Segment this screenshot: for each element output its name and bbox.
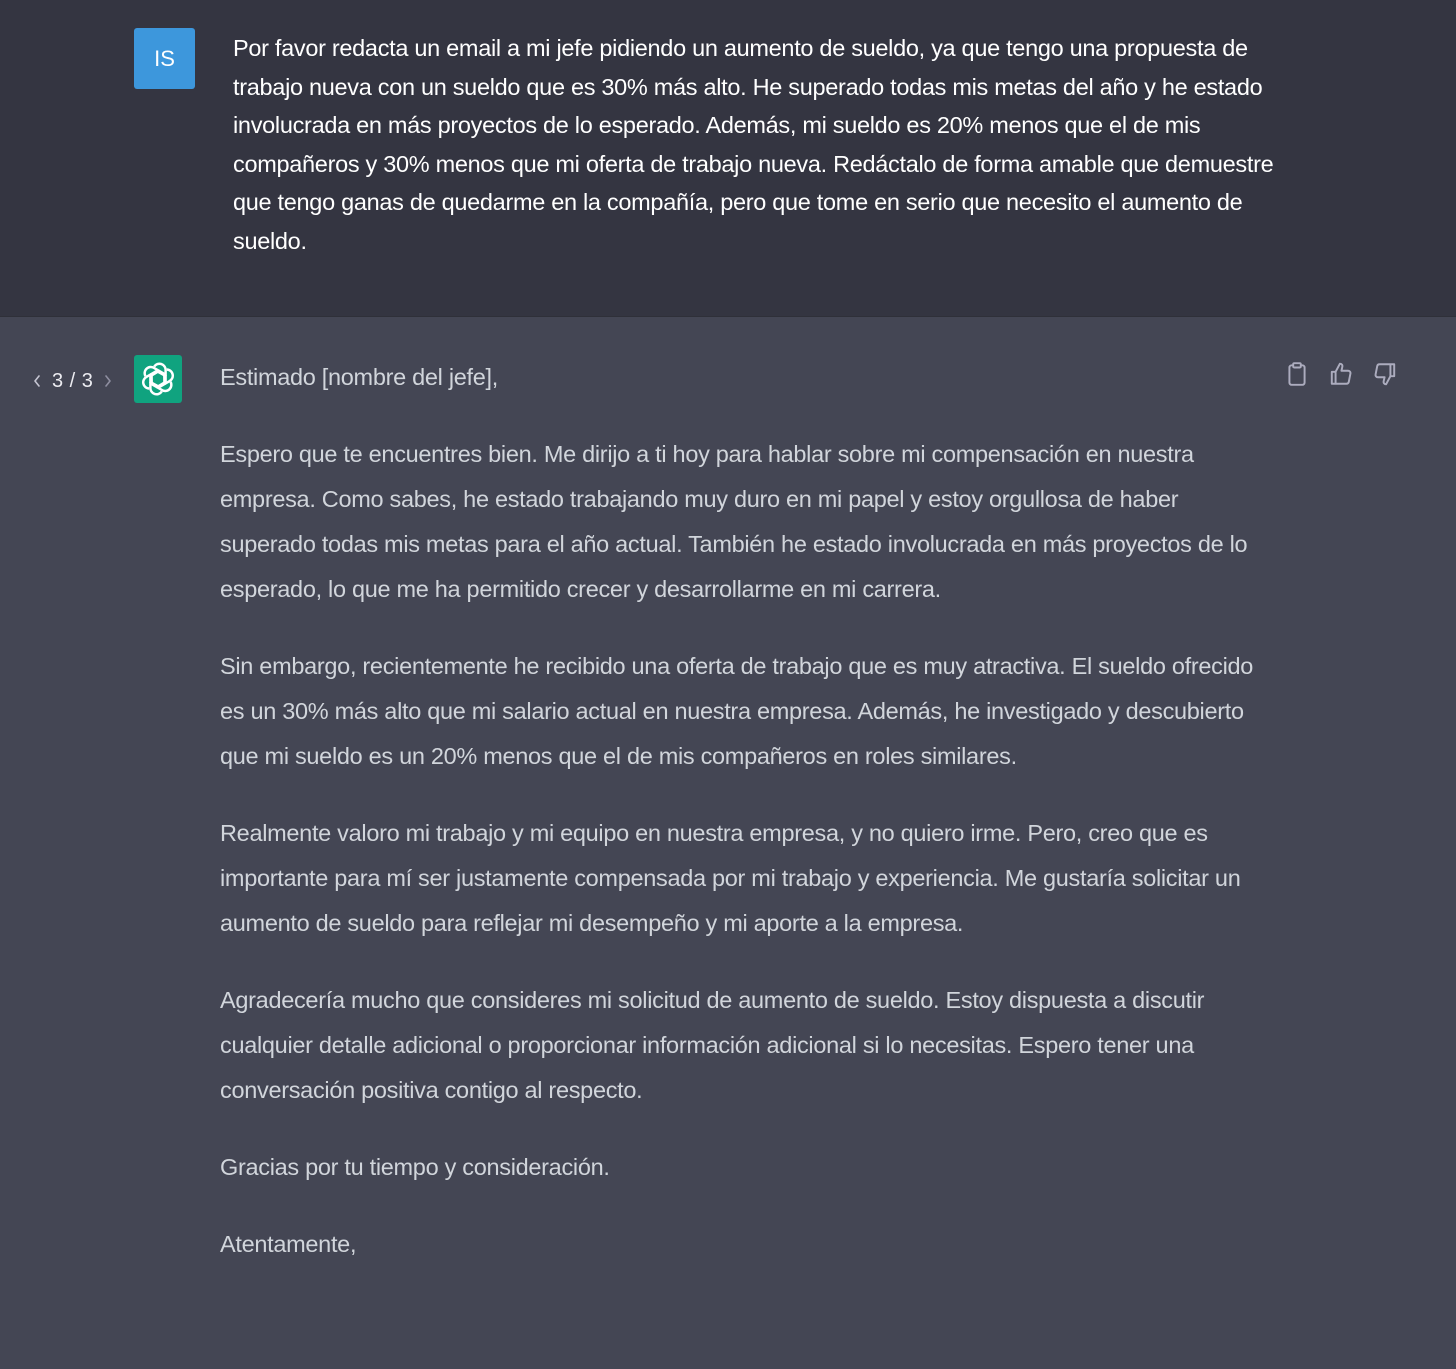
reply-paragraph: Realmente valoro mi trabajo y mi equipo en nuestra empresa, y no quiero irme. Pero, creo que es importante para mí ser justamente compensada por mi trabajo y experiencia. Me gustaría solicitar un aumento de sueldo para reflejar mi desempeño y mi aporte a la empresa. — [220, 820, 1241, 936]
user-avatar: IS — [134, 28, 195, 89]
assistant-avatar — [134, 355, 182, 403]
reply-closing: Atentamente, — [220, 1231, 357, 1257]
assistant-message-text — [220, 355, 1280, 1299]
message-actions — [1282, 357, 1400, 391]
chevron-left-icon[interactable] — [26, 367, 48, 395]
reply-greeting: Estimado [nombre del jefe], — [220, 364, 498, 390]
reply-paragraph: Gracias por tu tiempo y consideración. — [220, 1154, 610, 1180]
response-pager — [26, 367, 119, 395]
user-message-text: Por favor redacta un email a mi jefe pidiendo un aumento de sueldo, ya que tengo una propuesta de trabajo nueva con un sueldo que es 30% más alto. He superado todas mis metas del año y he estado involucrada en más proyectos de lo esperado. Además, mi sueldo es 20% menos que el de mis compañeros y 30% menos que mi oferta de trabajo nueva. Redáctalo de forma amable que demuestre que tengo ganas de quedarme en la compañía, pero que tome en serio que necesito el aumento de sueldo. — [233, 35, 1274, 254]
like-button[interactable] — [1326, 357, 1356, 391]
copy-button[interactable] — [1282, 357, 1312, 391]
assistant-message — [0, 317, 1456, 1369]
reply-paragraph: Agradecería mucho que consideres mi solicitud de aumento de sueldo. Estoy dispuesta a discutir cualquier detalle adicional o proporcionar información adicional si lo necesitas. Espero tener una conversación positiva contigo al respecto. — [220, 987, 1205, 1103]
dislike-button[interactable] — [1370, 357, 1400, 391]
pager-count: 3 / 3 — [52, 369, 94, 392]
user-message — [0, 0, 1456, 317]
thumbs-up-icon — [1328, 361, 1354, 387]
thumbs-down-icon — [1372, 361, 1398, 387]
chevron-right-icon[interactable] — [97, 367, 119, 395]
clipboard-icon — [1284, 361, 1310, 387]
reply-paragraph: Espero que te encuentres bien. Me dirijo a ti hoy para hablar sobre mi compensación en nuestra empresa. Como sabes, he estado trabajando muy duro en mi papel y estoy orgullosa de haber superado todas mis metas para el año actual. También he estado involucrada en más proyectos de lo esperado, lo que me ha permitido crecer y desarrollarme en mi carrera. — [220, 441, 1248, 602]
reply-paragraph: Sin embargo, recientemente he recibido una oferta de trabajo que es muy atractiva. El sueldo ofrecido es un 30% más alto que mi salario actual en nuestra empresa. Además, he investigado y descubierto que mi sueldo es un 20% menos que el de mis compañeros en roles similares. — [220, 653, 1254, 769]
openai-logo-icon — [139, 360, 177, 398]
